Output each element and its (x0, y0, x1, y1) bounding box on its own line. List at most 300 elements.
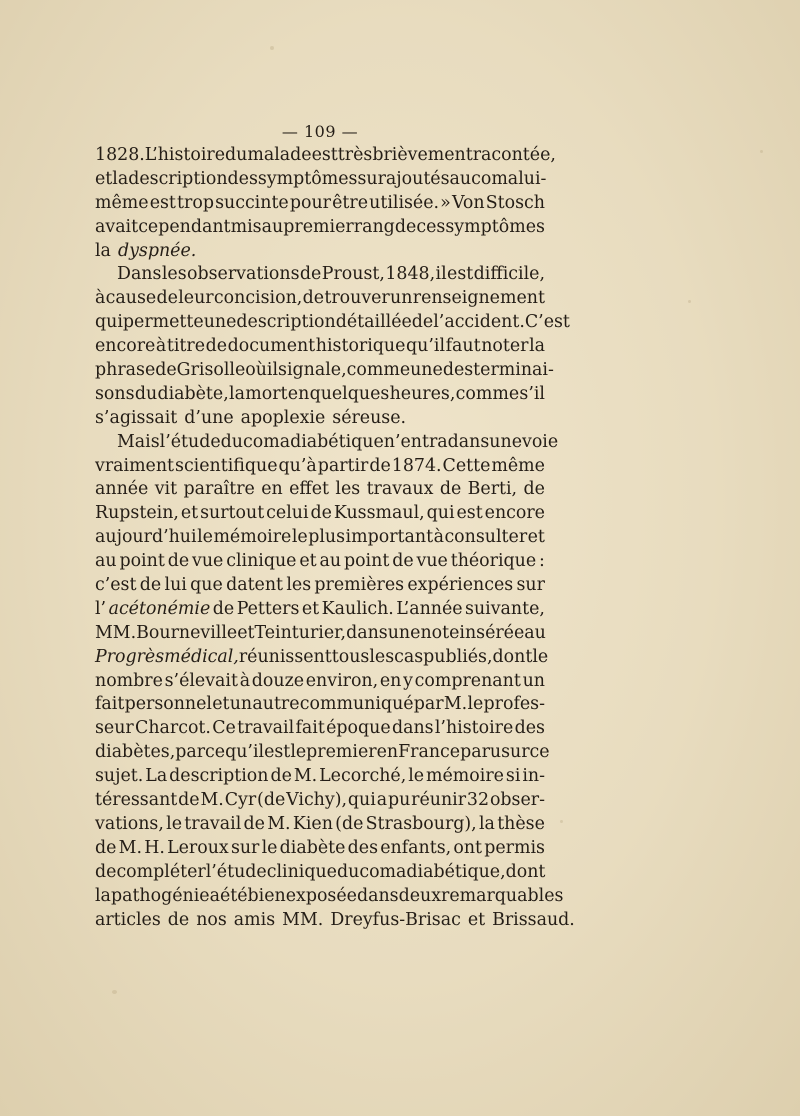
word: description (169, 766, 269, 787)
word: des (227, 168, 258, 189)
paper-spot (560, 820, 563, 823)
word: au (319, 551, 342, 572)
word: y (403, 670, 413, 691)
word: comprenant (414, 670, 521, 691)
word: remarquables (441, 885, 564, 906)
word: paru (460, 742, 502, 763)
word: des (514, 718, 545, 739)
word: de (369, 455, 391, 476)
word: Petters (236, 598, 300, 619)
word: M. (293, 766, 318, 787)
word: une (489, 431, 522, 452)
word: les (286, 575, 312, 596)
word: premières (314, 575, 405, 596)
word: in- (522, 766, 545, 787)
word: Cette (442, 455, 491, 476)
word: et (467, 909, 486, 930)
word: mémoire (426, 766, 504, 787)
word: de (270, 766, 292, 787)
word: l’ (95, 598, 107, 619)
word: qu’il (225, 742, 265, 763)
word: H. (144, 837, 165, 858)
word: le (467, 694, 484, 715)
word: voie (522, 431, 559, 452)
text-line (95, 837, 545, 861)
word: dans (447, 431, 490, 452)
word: scientifique (175, 455, 278, 476)
word: où (245, 360, 267, 381)
word: symptômes (445, 216, 545, 237)
word: ont (453, 837, 483, 858)
word: vue (416, 551, 448, 572)
word: à (239, 670, 251, 691)
word: cause (105, 288, 157, 309)
word: diabétique, (406, 861, 506, 882)
word: n’entra (383, 431, 448, 452)
word: l’étude (159, 431, 221, 452)
word: et (237, 622, 255, 643)
text-line (95, 359, 554, 383)
word: point (119, 551, 165, 572)
word: des (347, 837, 378, 858)
word: Kussmaul, (333, 503, 425, 524)
word: sur (230, 837, 260, 858)
word: quelques (309, 383, 390, 404)
word: leur (178, 288, 214, 309)
word: suivante, (465, 598, 545, 619)
word: Strasbourg), (365, 813, 477, 834)
word: au (449, 168, 472, 189)
word: faut (445, 336, 481, 357)
word: époque (326, 718, 391, 739)
word: du (134, 383, 158, 404)
word: thèse (497, 813, 545, 834)
word: Kien (292, 813, 333, 834)
text-line (95, 383, 545, 407)
word: mémoire (213, 527, 292, 548)
word: de (392, 551, 414, 572)
word: qui (95, 312, 123, 333)
word: Grisolle (176, 360, 246, 381)
word: parce (175, 742, 226, 763)
word: Kaulich. (321, 598, 394, 619)
word: succinte (215, 192, 289, 213)
word: concision, (213, 288, 303, 309)
word: qu’à (278, 455, 317, 476)
word: dans (346, 622, 388, 643)
word: de (523, 479, 545, 500)
word: deux (398, 885, 442, 906)
word: de (167, 909, 190, 930)
word: les (161, 264, 187, 285)
text-line (95, 885, 564, 909)
text-line (95, 861, 545, 885)
paper-spot (688, 300, 691, 303)
word: et (527, 527, 545, 548)
word: le (261, 837, 278, 858)
word: Progrès (95, 646, 165, 667)
text-line (95, 909, 575, 933)
paper-spot (270, 46, 274, 50)
word: nos (196, 909, 227, 930)
word: Charcot. (135, 718, 211, 739)
word: si (505, 766, 521, 787)
word: difficile, (473, 264, 545, 285)
word: heures, (389, 383, 456, 404)
word: qui (347, 790, 376, 811)
word: France (398, 742, 461, 763)
word: encore (95, 336, 156, 357)
word: de (394, 216, 417, 237)
word: de (302, 288, 325, 309)
word: avait (95, 216, 139, 237)
word: trouver (324, 288, 390, 309)
word: M. (200, 790, 224, 811)
word: le (532, 646, 549, 667)
word: en (379, 670, 402, 691)
word: L’année (396, 598, 463, 619)
word: 32 (466, 790, 490, 811)
word: être (332, 192, 368, 213)
word: mis (230, 216, 262, 237)
text-line (95, 311, 570, 335)
word: exposée (285, 885, 357, 906)
word: de (156, 288, 178, 309)
word: s’agissait (95, 407, 178, 428)
word: le (290, 742, 307, 763)
word: apoplexie (240, 407, 326, 428)
word: qu’il (406, 336, 446, 357)
word: le (197, 527, 213, 548)
word: 1874. (391, 455, 442, 476)
text-line (95, 502, 545, 526)
word: MM. (95, 622, 137, 643)
word: Bourneville (136, 622, 238, 643)
text-line (95, 574, 545, 598)
word: cependant (138, 216, 231, 237)
word: s’élevait (164, 670, 238, 691)
word: pathogénie (110, 885, 210, 906)
word: détaillée (335, 312, 412, 333)
word: est (311, 145, 338, 165)
word: travail (237, 718, 295, 739)
text-line (95, 622, 545, 646)
word: séreuse. (332, 407, 407, 428)
word: il (266, 360, 279, 381)
word: en (261, 479, 283, 500)
word: à (433, 527, 444, 548)
word: effet (289, 479, 330, 500)
word: que (190, 575, 223, 596)
word: et (212, 694, 230, 715)
word: du (336, 861, 360, 882)
word: travail (184, 813, 242, 834)
word: MM. (282, 909, 324, 930)
word: M. (267, 813, 291, 834)
word: comme (346, 360, 411, 381)
word: par (413, 694, 444, 715)
word: partir (317, 455, 369, 476)
word: de (310, 503, 332, 524)
word: fait (95, 694, 125, 715)
word: la (529, 336, 545, 357)
word: rang (353, 216, 395, 237)
word: lui (164, 575, 187, 596)
word: expériences (407, 575, 514, 596)
text-line (95, 789, 545, 813)
word: insérée (459, 622, 525, 643)
word: de (155, 360, 177, 381)
word: du (220, 431, 244, 452)
word: est (264, 742, 291, 763)
word: la (112, 168, 129, 189)
word: dyspnée. (117, 240, 197, 261)
word: des (442, 360, 474, 381)
word: diabètes, (95, 742, 176, 763)
word: document (227, 336, 316, 357)
word: au (261, 216, 284, 237)
word: au (95, 551, 117, 572)
text-line (95, 550, 545, 574)
word: ces (416, 216, 446, 237)
word: en (376, 742, 399, 763)
word: noter (481, 336, 529, 357)
word: les (335, 479, 361, 500)
word: à (95, 288, 106, 309)
word: sujet. (95, 766, 144, 787)
word: théorique (450, 551, 537, 572)
word: (de (257, 790, 286, 811)
word: titre (166, 336, 206, 357)
word: observations (187, 264, 300, 285)
word: Cyr (224, 790, 257, 811)
word: douze (251, 670, 305, 691)
word: Berti, (467, 479, 518, 500)
word: il (435, 264, 447, 285)
word: de (299, 264, 322, 285)
word: obser- (489, 790, 545, 811)
word: utilisée. (369, 192, 440, 213)
word: le (408, 766, 425, 787)
word: Vichy), (286, 790, 348, 811)
word: important (345, 527, 434, 548)
word: historique (315, 336, 406, 357)
word: compléter (116, 861, 206, 882)
word: dont (505, 861, 546, 882)
word: le (166, 813, 182, 834)
word: de (95, 861, 117, 882)
word: environ, (305, 670, 379, 691)
word: aujourd’hui (95, 527, 197, 548)
word: l’étude (205, 861, 267, 882)
word: ce (529, 742, 550, 763)
word: vraiment (95, 455, 175, 476)
word: dont (492, 646, 533, 667)
word: Teinturier, (254, 622, 347, 643)
word: terminai- (473, 360, 554, 381)
word: fait (295, 718, 325, 739)
word: un (522, 670, 545, 691)
word: qui (426, 503, 455, 524)
word: c’est (95, 575, 137, 596)
paper-spot (760, 150, 763, 153)
word: s’il (519, 383, 545, 404)
word: de (167, 551, 190, 572)
word: a (209, 885, 220, 906)
word: comme (455, 383, 520, 404)
word: année (95, 479, 149, 500)
text-line (95, 407, 545, 431)
text-line (95, 717, 545, 741)
word: acétonémie (108, 598, 211, 619)
word: : (539, 551, 545, 572)
word: de (95, 837, 117, 858)
word: articles (95, 909, 161, 930)
word: signale, (278, 360, 347, 381)
word: renseignement (412, 288, 545, 309)
word: de (139, 575, 162, 596)
word: communiqué (299, 694, 414, 715)
text-line (95, 240, 545, 264)
word: Mais (117, 431, 160, 452)
word: été (219, 885, 248, 906)
word: premier (283, 216, 354, 237)
word: la (229, 383, 245, 404)
word: et (95, 168, 113, 189)
word: M. (443, 694, 468, 715)
word: sur (516, 575, 545, 596)
word: téressant (95, 790, 178, 811)
word: Dans (117, 264, 162, 285)
text-line (95, 646, 549, 670)
word: Dreyfus-Brisac (330, 909, 461, 930)
word: Von (451, 192, 485, 213)
word: diabète, (157, 383, 229, 404)
text-line (95, 741, 550, 765)
paper-spot (112, 990, 117, 994)
word: à (155, 336, 167, 357)
word: pour (289, 192, 331, 213)
word: coma (471, 168, 519, 189)
text-line (95, 168, 545, 192)
word: note (420, 622, 460, 643)
word: et (299, 551, 317, 572)
word: la (478, 813, 495, 834)
word: personnel (124, 694, 212, 715)
word: L’histoire (144, 145, 226, 165)
word: très (337, 145, 373, 165)
word: coma (243, 431, 291, 452)
word: (de (335, 813, 364, 834)
text-line (95, 455, 545, 479)
text-line (95, 216, 545, 240)
word: de (205, 336, 228, 357)
word: médical, (164, 646, 239, 667)
text-line (95, 765, 545, 789)
word: racontée, (472, 145, 556, 165)
text-line (95, 335, 545, 359)
word: même (95, 192, 149, 213)
word: de (439, 479, 462, 500)
word: une (387, 622, 421, 643)
word: de (178, 790, 200, 811)
word: vations, (95, 813, 164, 834)
word: et (301, 598, 320, 619)
word: l’accident. (433, 312, 525, 333)
text-line (95, 813, 545, 837)
word: est (447, 264, 474, 285)
word: trop (177, 192, 214, 213)
word: Proust, (321, 264, 385, 285)
word: surajoutés (357, 168, 450, 189)
text-line (95, 598, 545, 622)
word: brièvement (372, 145, 473, 165)
word: enfants, (380, 837, 452, 858)
word: est (149, 192, 176, 213)
word: d’une (184, 407, 234, 428)
word: dans (391, 718, 434, 739)
word: malade (247, 145, 312, 165)
word: lui- (518, 168, 547, 189)
body-text (95, 144, 575, 932)
word: bien (247, 885, 286, 906)
word: symptômes (257, 168, 358, 189)
word: la (95, 240, 111, 261)
word: autre (252, 694, 300, 715)
word: seur (95, 718, 134, 739)
word: plus (308, 527, 346, 548)
word: 1848, (385, 264, 436, 285)
word: l’histoire (434, 718, 514, 739)
text-line (95, 526, 545, 550)
word: publiés, (423, 646, 493, 667)
word: celui (266, 503, 309, 524)
word: description (236, 312, 336, 333)
word: du (225, 145, 248, 165)
word: Leroux (167, 837, 229, 858)
word: Rupstein, (95, 503, 179, 524)
word: au (524, 622, 546, 643)
word: paraître (183, 479, 255, 500)
word: mort (245, 383, 288, 404)
page-number: — 109 — (281, 122, 359, 141)
word: datent (226, 575, 284, 596)
word: un (390, 288, 413, 309)
word: diabétique (290, 431, 384, 452)
word: clinique (226, 551, 297, 572)
word: est (456, 503, 483, 524)
word: travaux (366, 479, 434, 500)
word: pu (387, 790, 411, 811)
word: sons (95, 383, 135, 404)
word: le (291, 527, 308, 548)
word: réunir (411, 790, 467, 811)
word: sur (501, 742, 530, 763)
word: un (229, 694, 253, 715)
word: diabète (279, 837, 346, 858)
word: la (95, 885, 111, 906)
word: Ce (212, 718, 236, 739)
word: Stosch (485, 192, 545, 213)
word: coma (359, 861, 407, 882)
word: C’est (524, 312, 570, 333)
text-line (95, 670, 545, 694)
word: une (410, 360, 443, 381)
word: clinique (266, 861, 337, 882)
word: une (203, 312, 237, 333)
word: dans (356, 885, 399, 906)
text-line (95, 263, 545, 287)
